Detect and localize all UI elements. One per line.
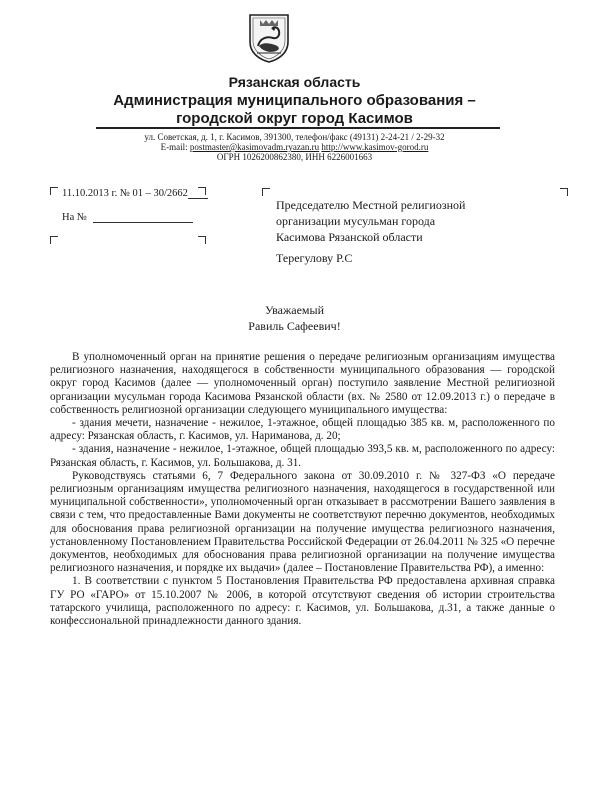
coat-of-arms-icon [247, 12, 291, 64]
corner-mark [50, 236, 58, 244]
contact-line [0, 143, 589, 152]
corner-mark [262, 188, 270, 196]
email-link[interactable]: postmaster@kasimovadm.ryazan.ru [189, 142, 320, 152]
document-date-number: 11.10.2013 г. № 01 – 30/2662 [62, 188, 208, 199]
property-item-1: - здания мечети, назначение - нежилое, 1-этажное, общей площадью 385 кв. м, расположенного по адресу: Рязанская область, г. Касимов, ул. Нариманова, д. 20; [50, 417, 555, 443]
addressee-name: Терегулову Р.С [276, 251, 353, 265]
address-line: ул. Советская, д. 1, г. Касимов, 391300, телефон/факс (49131) 2-24-21 / 2-29-32 [144, 132, 445, 142]
paragraph-point-1: 1. В соответствии с пунктом 5 Постановления Правительства РФ предоставлена архивная справка ГУ РО «ГАРО» от 15.10.2007 № 2006, в которой отсутствуют сведения об истории строительства татарского училища, расположенного по адресу: г. Касимов, ул. Большакова, д.31, а также данные о конфессиональной принадлежности данного здания. [50, 575, 555, 628]
region-title: Рязанская область [228, 74, 361, 90]
salutation-line2: Равиль Сафеевич! [248, 319, 341, 333]
email-label: E-mail: [160, 142, 188, 152]
website-link[interactable]: http://www.kasimov-gorod.ru [321, 142, 429, 152]
property-item-2: - здания, назначение - нежилое, 1-этажное, общей площадью 393,5 кв. м, расположенного по адресу: Рязанская область, г. Касимов, ул. Большакова, д. 31. [50, 443, 555, 469]
salutation-line1: Уважаемый [265, 303, 324, 317]
letter-body [50, 351, 555, 628]
administration-title: Администрация муниципального образования – [113, 92, 476, 109]
paragraph-refusal: Руководствуясь статьями 6, 7 Федерального закона от 30.09.2010 г. № 327-ФЗ «О передаче религиозным организациям имущества религиозного назначения, находящегося в государственной или муниципальной собственности», уполномоченный орган отказывает в рассмотрении Вашего заявления в связи с тем, что предоставленные Вами документы не соответствуют перечню документов, необходимых для обоснования права религиозной организации на получение имущества религиозного назначения, установленному Постановлением Правительства Российской Федерации от 26.04.2011 № 325 «О перечне документов, необходимых для обоснования права религиозной организации на получение имущества религиозного назначения, и порядке их выдачи» (далее – Постановление Правительства РФ), а именно: [50, 469, 555, 575]
corner-mark [198, 236, 206, 244]
paragraph-request: В уполномоченный орган на принятие решения о передаче религиозным организациям имущества религиозного назначения, находящегося в собственности муниципального образования — городской округ город Касимов (далее — уполномоченный орган) поступило заявление Местной религиозной организации мусульман города Касимова Рязанской области (вх. № 2580 от 12.09.2013 г.) о передаче в собственность религиозной организации следующего муниципального имущества: [50, 351, 555, 416]
corner-mark [198, 187, 206, 195]
reference-number: На № [62, 212, 193, 223]
corner-mark [50, 187, 58, 195]
addressee-block: Председателю Местной религиозной организации мусульман города Касимова Рязанской области [276, 198, 466, 244]
registration-ids: ОГРН 1026200862380, ИНН 6226001663 [216, 152, 373, 162]
administration-subtitle: городской округ город Касимов [176, 110, 413, 127]
header-divider [96, 127, 500, 129]
corner-mark [560, 188, 568, 196]
